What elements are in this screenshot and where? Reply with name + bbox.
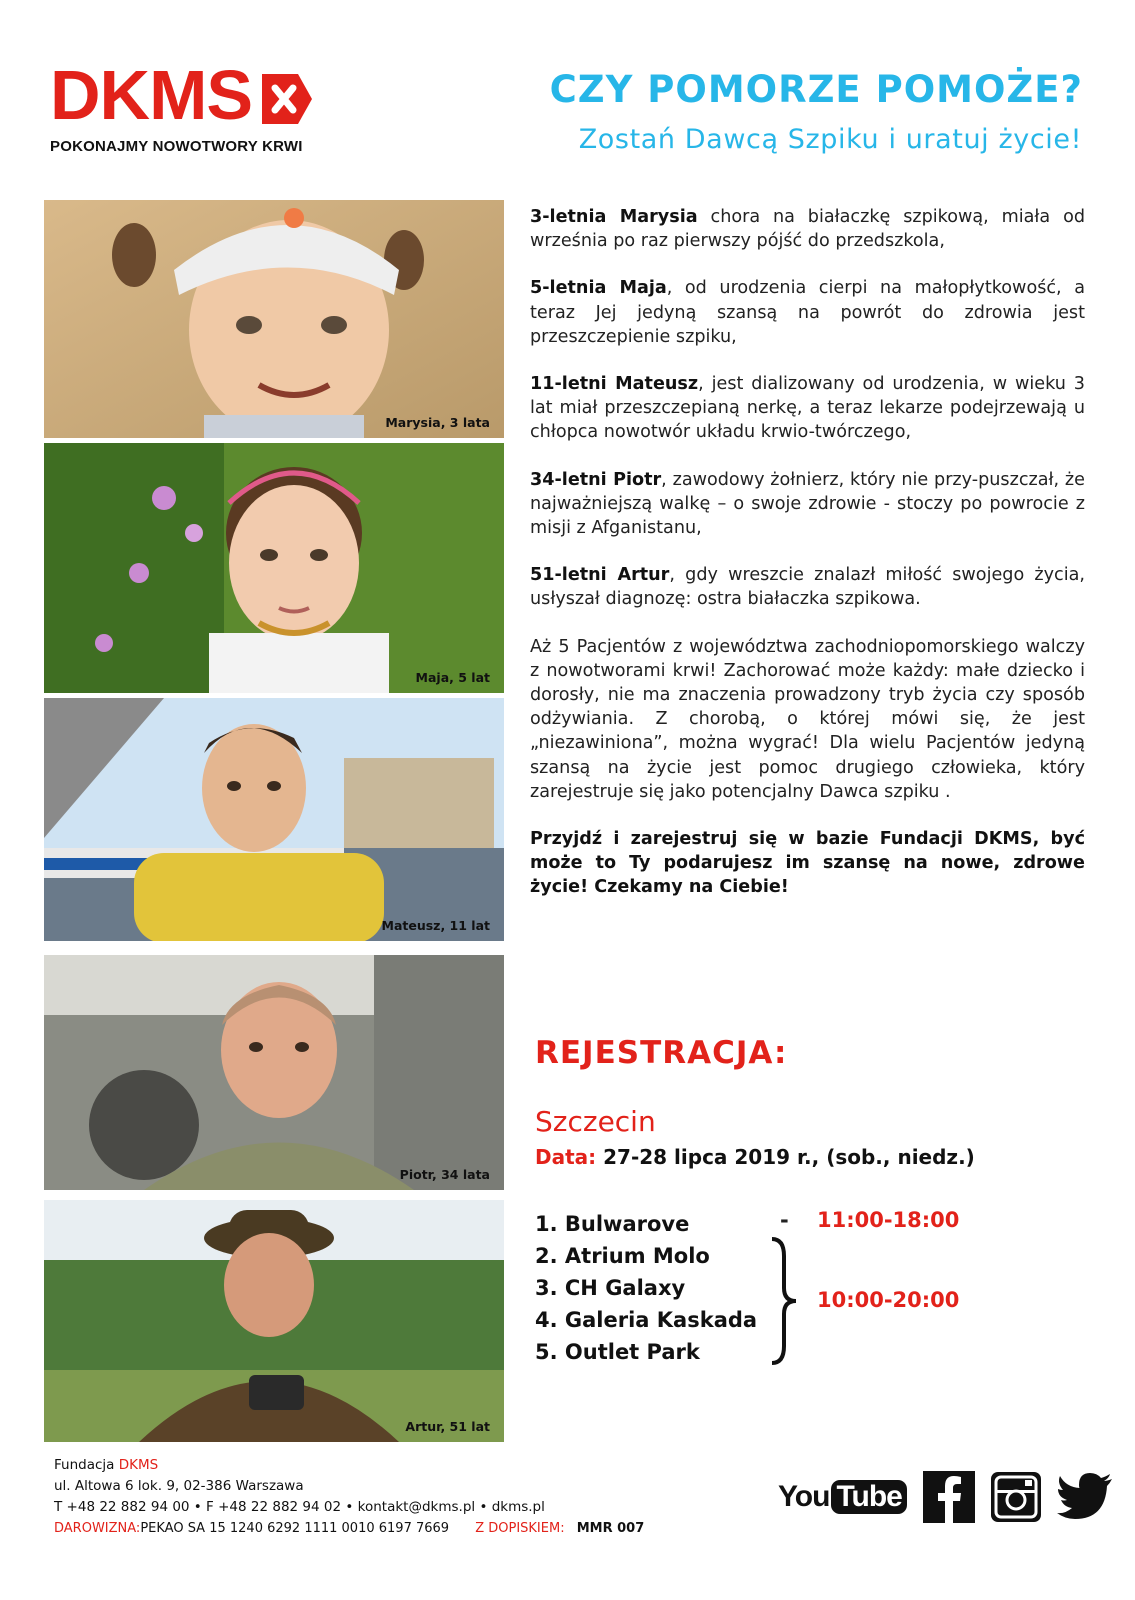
- photo-artur: [44, 1200, 504, 1442]
- date-label: Data:: [535, 1145, 597, 1169]
- footer-email-link[interactable]: • kontakt@dkms.pl • dkms.pl: [341, 1499, 545, 1515]
- footer-org: Fundacja DKMS: [54, 1457, 159, 1473]
- page-title: CZY POMORZE POMOŻE?: [549, 68, 1083, 111]
- time-other-places: 10:00-20:00: [817, 1288, 960, 1312]
- story-maja: 5-letnia Maja, od urodzenia cierpi na małopłytkowość, a teraz Jej jedyną szansą na powrót do zdrowia jest przeszczepienie szpiku,: [530, 278, 1085, 347]
- social-icons: [778, 1468, 1113, 1526]
- photo-marysia: [44, 200, 504, 438]
- photo-piotr: [44, 955, 504, 1190]
- story-marysia: 3-letnia Marysia chora na białaczkę szpikową, miała od września po raz pierwszy pójść do przedszkola,: [530, 207, 1085, 252]
- curly-brace-icon: [768, 1236, 798, 1366]
- instagram-icon[interactable]: [991, 1472, 1041, 1522]
- photo-caption: Artur, 51 lat: [405, 1419, 490, 1434]
- place-item: 1. Bulwarove: [535, 1212, 690, 1236]
- page-subtitle: Zostań Dawcą Szpiku i uratuj życie!: [578, 124, 1082, 155]
- brand-tagline: POKONAJMY NOWOTWORY KRWI: [50, 138, 303, 155]
- time-dash: -: [780, 1208, 789, 1232]
- story-mateusz: 11-letni Mateusz, jest dializowany od urodzenia, w wieku 3 lat miał przeszczepianą nerkę, a teraz lekarze podejrzewają u chłopca nowotwór układu krwio-twórczego,: [530, 374, 1085, 443]
- time-first-place: 11:00-18:00: [817, 1208, 960, 1232]
- footer-address: ul. Altowa 6 lok. 9, 02-386 Warszawa: [54, 1478, 304, 1494]
- place-item: 2. Atrium Molo: [535, 1244, 710, 1268]
- registration-city: Szczecin: [535, 1105, 656, 1138]
- dkms-cross-mark-icon: [262, 74, 312, 124]
- story-artur: 51-letni Artur, gdy wreszcie znalazł miłość swojego życia, usłyszał diagnozę: ostra białaczka szpikowa.: [530, 565, 1085, 610]
- stories-text: [530, 205, 1085, 923]
- place-item: 5. Outlet Park: [535, 1340, 700, 1364]
- brand-logo-wordmark: DKMS: [50, 56, 253, 134]
- youtube-icon[interactable]: You Tube: [778, 1480, 907, 1514]
- photo-caption: Piotr, 34 lata: [399, 1167, 490, 1182]
- photo-maja: [44, 443, 504, 693]
- photo-caption: Maja, 5 lat: [415, 670, 490, 685]
- photo-caption: Marysia, 3 lata: [385, 415, 490, 430]
- footer-phones: T +48 22 882 94 00 • F +48 22 882 94 02 • kontakt@dkms.pl • dkms.pl: [54, 1499, 545, 1515]
- place-item: 3. CH Galaxy: [535, 1276, 686, 1300]
- photo-mateusz: [44, 698, 504, 941]
- registration-places: [535, 1208, 757, 1368]
- appeal-paragraph: Przyjdź i zarejestruj się w bazie Fundacji DKMS, być może to Ty podarujesz im szansę na nowe, zdrowe życie! Czekamy na Ciebie!: [530, 829, 1085, 898]
- footer-donation: DAROWIZNA:PEKAO SA 15 1240 6292 1111 0010 6197 7669 Z DOPISKIEM: MMR 007: [54, 1521, 645, 1536]
- facebook-icon[interactable]: [923, 1471, 975, 1523]
- story-piotr: 34-letni Piotr, zawodowy żołnierz, który nie przy-puszczał, że najważniejszą walkę – o swoje zdrowie - stoczy po powrocie z misji z Afganistanu,: [530, 469, 1085, 539]
- date-value: 27-28 lipca 2019 r., (sob., niedz.): [603, 1145, 975, 1169]
- place-item: 4. Galeria Kaskada: [535, 1308, 758, 1332]
- photo-caption: Mateusz, 11 lat: [381, 918, 490, 933]
- twitter-icon[interactable]: [1057, 1473, 1113, 1521]
- registration-title: REJESTRACJA:: [535, 1035, 788, 1071]
- footer-contact: [54, 1455, 644, 1539]
- summary-paragraph: Aż 5 Pacjentów z województwa zachodniopomorskiego walczy z nowotworami krwi! Zachorować może każdy: małe dziecko i dorosły, nie ma znaczenia prowadzony tryb życia czy sposób odżywiania. Z chorobą, o której mówi się, że jest „niezawiniona”, można wygrać! Dla wielu Pacjentów jedyną szansą na życie jest pomoc drugiego człowieka, który zarejestruje się jako potencjalny Dawca szpiku .: [530, 636, 1085, 802]
- registration-date: [535, 1145, 975, 1169]
